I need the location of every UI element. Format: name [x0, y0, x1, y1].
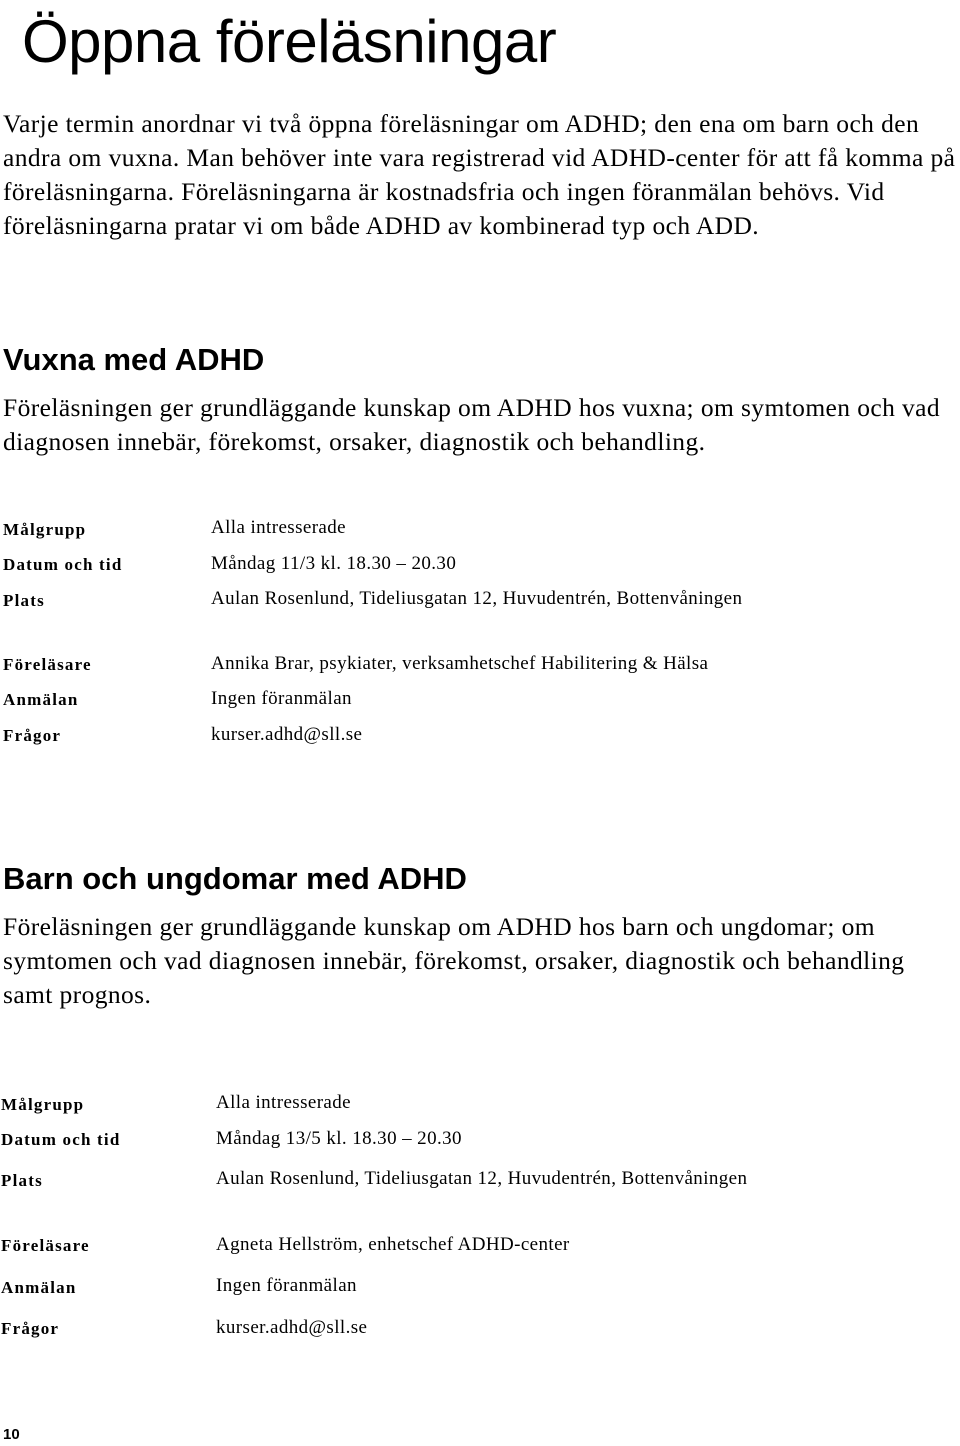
- page-number: 10: [3, 1426, 20, 1443]
- detail-label-registration: Anmälan: [3, 690, 79, 709]
- detail-value-date-time: Måndag 13/5 kl. 18.30 – 20.30: [216, 1128, 462, 1149]
- page-title: Öppna föreläsningar: [22, 8, 557, 75]
- section-heading-children: Barn och ungdomar med ADHD: [3, 861, 467, 896]
- detail-label-questions: Frågor: [1, 1319, 60, 1338]
- detail-value-date-time: Måndag 11/3 kl. 18.30 – 20.30: [211, 553, 457, 574]
- detail-value-place: Aulan Rosenlund, Tideliusgatan 12, Huvudentrén, Bottenvåningen: [216, 1168, 748, 1189]
- detail-value-target-group: Alla intresserade: [211, 517, 346, 538]
- detail-label-place: Plats: [3, 591, 45, 610]
- detail-value-lecturer: Agneta Hellström, enhetschef ADHD-center: [216, 1234, 570, 1255]
- detail-value-questions-email[interactable]: kurser.adhd@sll.se: [211, 724, 363, 745]
- section-description-children: Föreläsningen ger grundläggande kunskap om ADHD hos barn och ungdomar; om symtomen och vad diagnosen innebär, förekomst, orsaker, diagnostik och behandling samt prognos.: [3, 912, 905, 1009]
- detail-label-questions: Frågor: [3, 726, 62, 745]
- detail-label-target-group: Målgrupp: [3, 520, 87, 539]
- detail-label-date-time: Datum och tid: [1, 1130, 121, 1149]
- detail-value-registration: Ingen föranmälan: [216, 1275, 357, 1296]
- detail-label-target-group: Målgrupp: [1, 1095, 85, 1114]
- detail-value-questions-email[interactable]: kurser.adhd@sll.se: [216, 1317, 368, 1338]
- detail-value-registration: Ingen föranmälan: [211, 688, 352, 709]
- section-heading-adults: Vuxna med ADHD: [3, 342, 265, 377]
- detail-value-place: Aulan Rosenlund, Tideliusgatan 12, Huvudentrén, Bottenvåningen: [211, 588, 743, 609]
- section-description-adults: Föreläsningen ger grundläggande kunskap om ADHD hos vuxna; om symtomen och vad diagnosen innebär, förekomst, orsaker, diagnostik och behandling.: [3, 393, 941, 456]
- detail-label-lecturer: Föreläsare: [3, 655, 92, 674]
- detail-label-registration: Anmälan: [1, 1278, 77, 1297]
- intro-paragraph: Varje termin anordnar vi två öppna föreläsningar om ADHD; den ena om barn och den andra om vuxna. Man behöver inte vara registrerad vid ADHD-center för att få komma på föreläsningarna. Föreläsningarna är kostnadsfria och ingen föranmälan behövs. Vid föreläsningarna pratar vi om både ADHD av kombinerad typ och ADD.: [3, 109, 956, 240]
- detail-value-lecturer: Annika Brar, psykiater, verksamhetschef Habilitering & Hälsa: [211, 653, 709, 674]
- detail-label-place: Plats: [1, 1171, 43, 1190]
- detail-label-date-time: Datum och tid: [3, 555, 123, 574]
- detail-label-lecturer: Föreläsare: [1, 1236, 90, 1255]
- detail-value-target-group: Alla intresserade: [216, 1092, 351, 1113]
